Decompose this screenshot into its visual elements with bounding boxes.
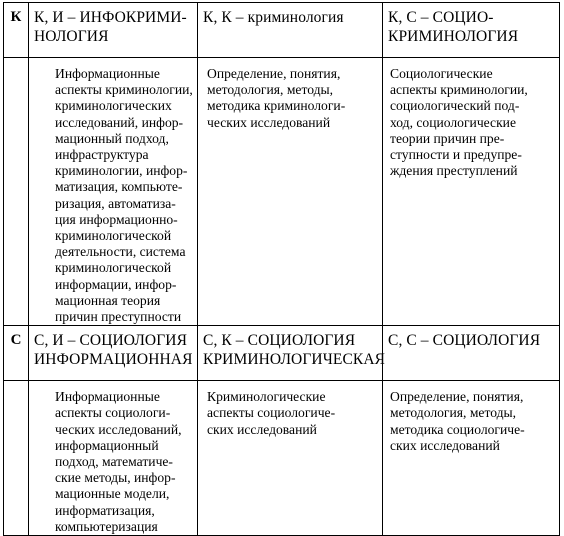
text-line: матизация, компьюте- xyxy=(55,179,183,195)
text-line: криминологической xyxy=(55,228,172,244)
text-line: мационный подход, xyxy=(55,130,169,146)
text-line: ческих исследований, xyxy=(55,421,182,437)
text-line: ступности и предупре- xyxy=(390,147,522,163)
row-letter-spacer xyxy=(4,381,29,536)
cell-k-k-body xyxy=(198,58,383,326)
text-line: криминологических xyxy=(55,98,172,114)
cell-s-s-heading xyxy=(383,326,560,381)
cell-k-i-heading xyxy=(29,3,198,58)
heading-line: К, К – криминология xyxy=(203,9,344,26)
text-line: аспекты криминологии, xyxy=(55,82,193,98)
text-line: ждения преступлений xyxy=(390,163,518,179)
text-line: ческих исследований xyxy=(207,114,331,130)
heading-line: НОЛОГИЯ xyxy=(34,28,109,45)
cell-k-s-heading xyxy=(383,3,560,58)
cell-k-s-body xyxy=(383,58,560,326)
text-line: Социологические xyxy=(390,66,493,81)
text-line: ход, социологические xyxy=(390,114,516,130)
text-line: аспекты социологи- xyxy=(55,405,171,421)
heading-line: С, К – СОЦИОЛОГИЯ xyxy=(203,332,356,350)
cell-s-i-heading xyxy=(29,326,198,381)
heading-line: С, С – СОЦИОЛОГИЯ xyxy=(388,332,541,350)
text-line: мационная теория xyxy=(55,292,161,308)
text-line: Информационные xyxy=(55,66,160,81)
table-row-s-header xyxy=(4,326,560,381)
text-line: методология, методы, xyxy=(207,82,334,98)
text-line: социологический под- xyxy=(390,98,520,114)
text-line: исследований, инфор- xyxy=(55,114,184,130)
text-line: информации, инфор- xyxy=(55,276,177,292)
table-row-k-body xyxy=(4,58,560,326)
text-line: Определение, понятия, xyxy=(390,389,524,405)
heading-line: ИНФОРМАЦИОННАЯ xyxy=(34,351,193,369)
text-line: методика социологиче- xyxy=(390,421,525,437)
text-line: аспекты криминологии, xyxy=(390,82,528,98)
text-line: мационные модели, xyxy=(55,486,170,502)
text-line: ция информационно- xyxy=(55,211,178,227)
text-line: Определение, понятия, xyxy=(207,66,341,81)
row-letter-s: С xyxy=(4,326,29,381)
cell-s-s-body xyxy=(383,381,560,536)
text-line: деятельности, система xyxy=(55,244,186,260)
text-line: Криминологические xyxy=(207,389,326,405)
heading-line: К, С – СОЦИО- xyxy=(388,9,494,26)
text-line: ризация, автоматиза- xyxy=(55,195,176,211)
text-line: информационный xyxy=(55,437,159,453)
text-line: компьютеризация xyxy=(55,518,158,534)
cell-k-i-body xyxy=(29,58,198,326)
text-line: информатизация, xyxy=(55,502,155,518)
cell-s-k-heading xyxy=(198,326,386,381)
text-line: ские методы, инфор- xyxy=(55,470,176,486)
heading-line: К, И – ИНФОКРИМИ- xyxy=(34,9,187,26)
text-line: криминологической xyxy=(55,260,172,276)
cell-s-i-body xyxy=(29,381,198,536)
row-letter-spacer xyxy=(4,58,29,326)
text-line: ских исследований xyxy=(207,421,317,437)
text-line: подход, математиче- xyxy=(55,454,173,470)
table-row-k-header xyxy=(4,3,560,58)
text-line: аспекты социологиче- xyxy=(207,405,336,421)
text-line: методика криминологи- xyxy=(207,98,346,114)
heading-line: КРИМИНОЛОГИЯ xyxy=(388,28,519,45)
heading-line: С, И – СОЦИОЛОГИЯ xyxy=(34,332,188,350)
text-line: ских исследований xyxy=(390,437,500,453)
heading-line: КРИМИНОЛОГИЧЕСКАЯ xyxy=(203,351,386,369)
text-line: причин преступности xyxy=(55,309,182,325)
cell-k-k-heading xyxy=(198,3,383,58)
text-line: криминологии, инфор- xyxy=(55,163,188,179)
text-line: методология, методы, xyxy=(390,405,517,421)
table-row-s-body xyxy=(4,381,560,536)
text-line: теории причин пре- xyxy=(390,130,505,146)
text-line: Информационные xyxy=(55,389,160,405)
text-line: инфраструктура xyxy=(55,147,149,163)
classification-table xyxy=(3,2,560,536)
row-letter-k: К xyxy=(4,3,29,58)
cell-s-k-body xyxy=(198,381,383,536)
